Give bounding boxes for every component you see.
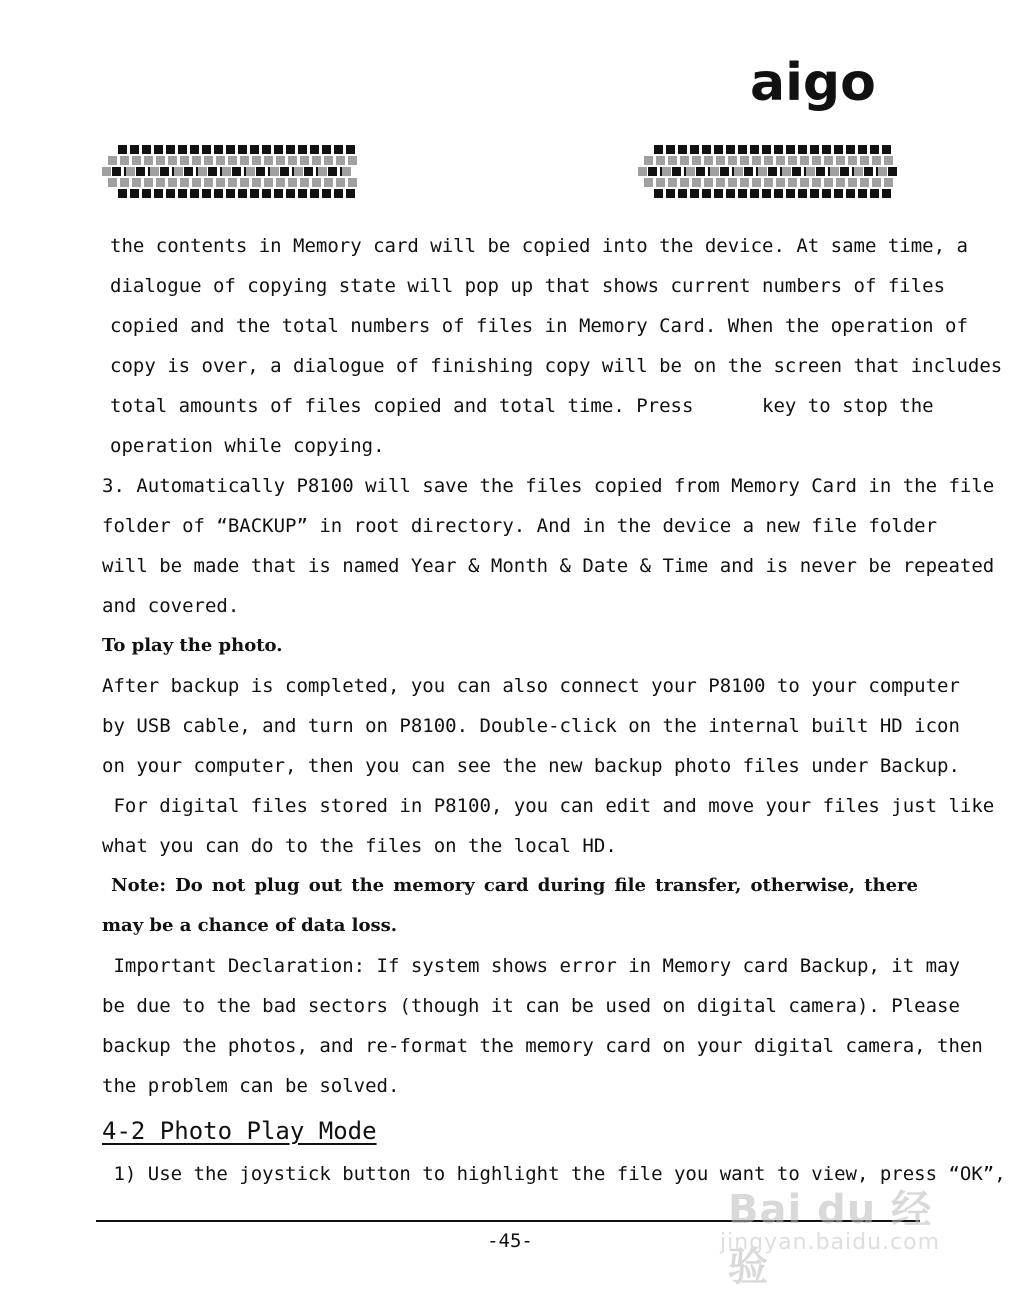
- text-line: copied and the total numbers of files in Memory Card. When the operation of: [110, 315, 968, 337]
- checker-band-right: [634, 143, 898, 201]
- text-line: the problem can be solved.: [102, 1075, 400, 1097]
- text-line: 3. Automatically P8100 will save the files copied from Memory Card in the file: [102, 475, 995, 497]
- text-line: backup the photos, and re-format the memory card on your digital camera, then: [102, 1035, 983, 1057]
- aigo-logo: [748, 58, 888, 138]
- text-line: be due to the bad sectors (though it can be used on digital camera). Please: [102, 995, 960, 1017]
- text-line: by USB cable, and turn on P8100. Double-click on the internal built HD icon: [102, 715, 960, 737]
- checker-band-left: [98, 143, 360, 201]
- text-line: For digital files stored in P8100, you can edit and move your files just like: [102, 795, 995, 817]
- text-line: folder of “BACKUP” in root directory. And in the device a new file folder: [102, 515, 938, 537]
- baidu-watermark: [718, 1178, 968, 1290]
- text-line: on your computer, then you can see the new backup photo files under Backup.: [102, 755, 960, 777]
- text-line: and covered.: [102, 595, 240, 617]
- subheading-play-photo: To play the photo.: [102, 635, 283, 656]
- page-number: -45-: [487, 1230, 533, 1252]
- text-line: total amounts of files copied and total time. Press key to stop the: [110, 395, 934, 417]
- note-line: Note: Do not plug out the memory card during file transfer, otherwise, there: [102, 875, 918, 896]
- text-line: 1) Use the joystick button to highlight the file you want to view, press “OK”,: [102, 1163, 1006, 1185]
- text-line: After backup is completed, you can also connect your P8100 to your computer: [102, 675, 960, 697]
- section-heading: 4-2 Photo Play Mode: [102, 1117, 377, 1145]
- watermark-brand: Bai du 经验: [728, 1187, 933, 1290]
- text-line: will be made that is named Year & Month & Date & Time and is never be repeated: [102, 555, 995, 577]
- note-line: may be a chance of data loss.: [102, 915, 398, 936]
- text-line: copy is over, a dialogue of finishing copy will be on the screen that includes: [110, 355, 1003, 377]
- text-line: Important Declaration: If system shows error in Memory card Backup, it may: [102, 955, 960, 977]
- text-line: what you can do to the files on the local HD.: [102, 835, 617, 857]
- watermark-site: jingyan.baidu.com: [720, 1230, 941, 1255]
- text-line: operation while copying.: [110, 435, 385, 457]
- text-line: the contents in Memory card will be copied into the device. At same time, a: [110, 235, 968, 257]
- aigo-logo-text: aigo: [750, 58, 876, 113]
- text-line: dialogue of copying state will pop up that shows current numbers of files: [110, 275, 946, 297]
